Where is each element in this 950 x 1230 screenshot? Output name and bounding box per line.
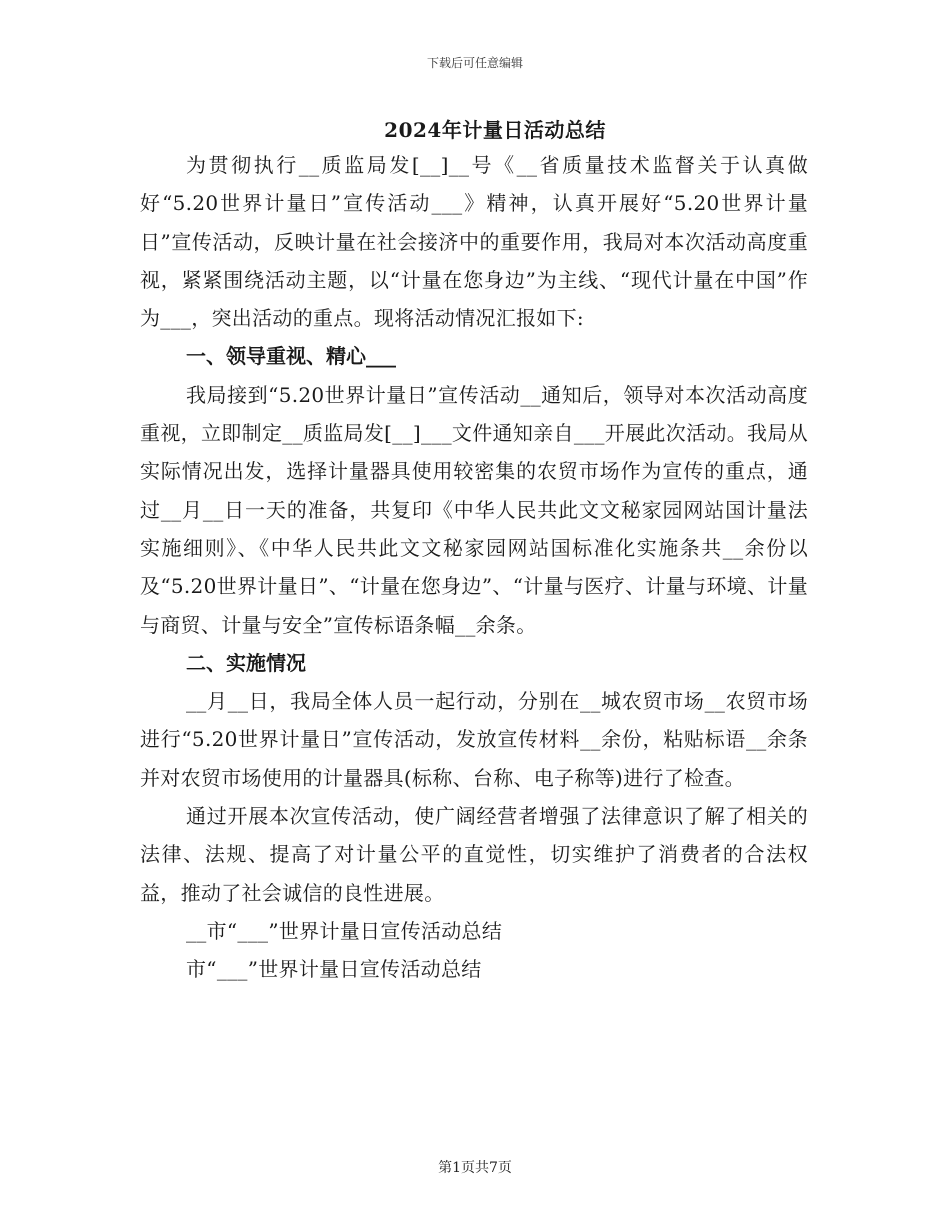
- page-number-footer: 第1页共7页: [438, 1160, 512, 1176]
- header-note: 下载后可任意编辑: [426, 56, 523, 70]
- document-title: 2024年计量日活动总结: [384, 118, 606, 142]
- section-heading-2: 二、实施情况: [186, 650, 306, 675]
- summary-paragraph: 通过开展本次宣传活动，使广阔经营者增强了法律意识了解了相关的法律、法规、提高了对计量公平的直觉性，切实维护了消费者的合法权益，推动了社会诚信的良性进展。: [140, 804, 808, 905]
- closing-line-2: 市“___”世界计量日宣传活动总结: [186, 957, 482, 982]
- intro-paragraph: 为贯彻执行__质监局发[__]__号《__省质量技术监督关于认真做好“5.20世界计量日”宣传活动___》精神，认真开展好“5.20世界计量日”宣传活动，反映计量在社会接济中的重要作用，我局对本次活动高度重视，紧紧围绕活动主题，以“计量在您身边”为主线、“现代计量在中国”作为___，突出活动的重点。现将活动情况汇报如下:: [140, 153, 808, 331]
- closing-line-1: __市“___”世界计量日宣传活动总结: [186, 918, 503, 943]
- section-2-paragraph: __月__日，我局全体人员一起行动，分别在__城农贸市场__农贸市场进行“5.20世界计量日”宣传活动，发放宣传材料__余份，粘贴标语__余条并对农贸市场使用的计量器具(标称、台称、电子称等)进行了检查。: [140, 689, 808, 790]
- document-body: [140, 146, 808, 989]
- section-1-paragraph: 我局接到“5.20世界计量日”宣传活动__通知后，领导对本次活动高度重视，立即制定__质监局发[__]___文件通知亲自___开展此次活动。我局从实际情况出发，选择计量器具使用较密集的农贸市场作为宣传的重点，通过__月__日一天的准备，共复印《中华人民共此文文秘家园网站国计量法实施细则》、《中华人民共此文文秘家园网站国标准化实施条共__余份以及“5.20世界计量日”、“计量在您身边”、“计量与医疗、计量与环境、计量与商贸、计量与安全”宣传标语条幅__余条。: [140, 382, 808, 637]
- section-heading-1: 一、领导重视、精心___: [186, 344, 396, 369]
